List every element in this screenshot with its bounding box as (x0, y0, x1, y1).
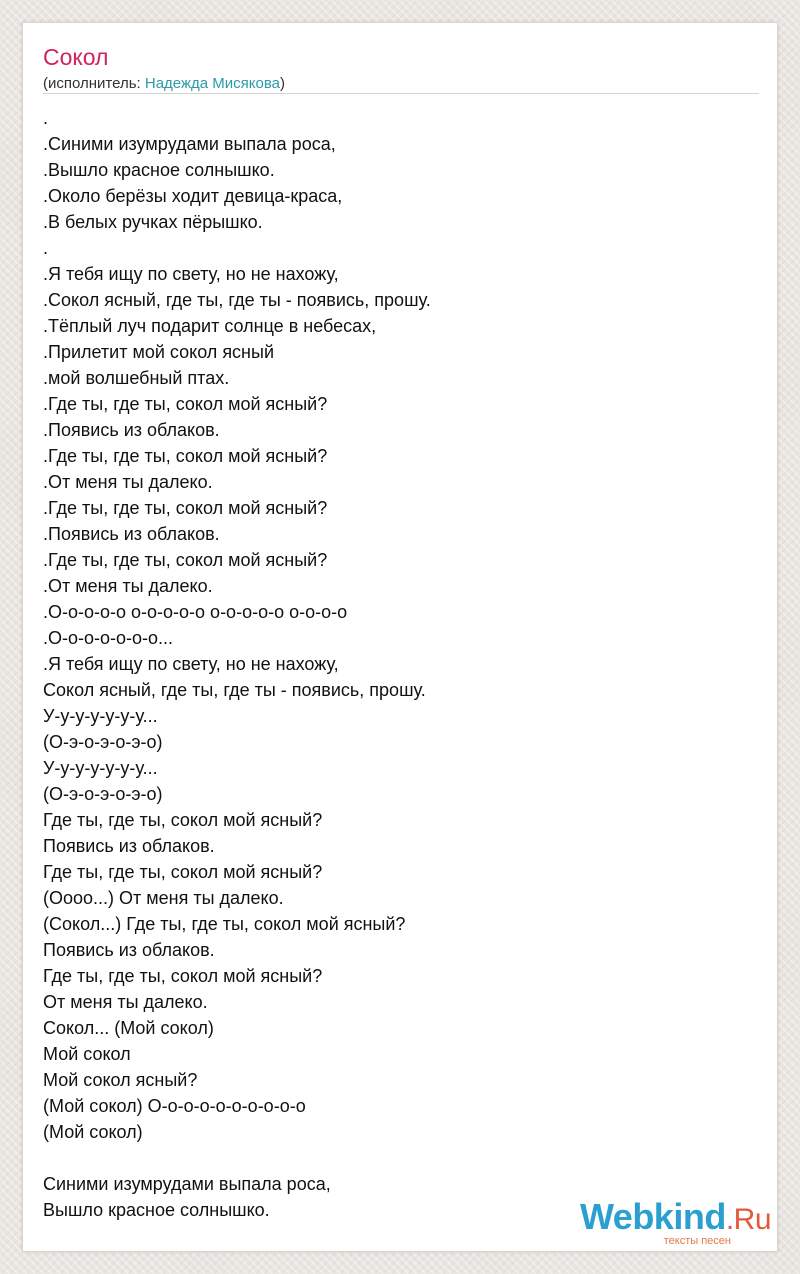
lyric-line: Мой сокол ясный? (43, 1070, 198, 1090)
lyric-line: .Прилетит мой сокол ясный (43, 342, 274, 362)
lyric-line: (О-э-о-э-о-э-о) (43, 732, 163, 752)
lyrics-text (43, 105, 759, 1223)
lyric-line: (Мой сокол) (43, 1122, 143, 1142)
lyric-line: У-у-у-у-у-у-у... (43, 706, 158, 726)
lyric-line: .В белых ручках пёрышко. (43, 212, 263, 232)
lyric-line: .мой волшебный птах. (43, 368, 230, 388)
lyric-line: Мой сокол (43, 1044, 131, 1064)
lyric-line (43, 1145, 759, 1171)
artist-link[interactable]: Надежда Мисякова (144, 75, 280, 92)
lyric-line: .Я тебя ищу по свету, но не нахожу, (43, 264, 339, 284)
lyric-line: Где ты, где ты, сокол мой ясный? (43, 810, 323, 830)
lyric-line: . (43, 238, 49, 258)
lyric-line: .Около берёзы ходит девица-краса, (43, 186, 343, 206)
lyric-line: .Сокол ясный, где ты, где ты - появись, прошу. (43, 290, 431, 310)
lyric-line: Сокол... (Мой сокол) (43, 1018, 214, 1038)
lyric-line: .О-о-о-о-о-о-о... (43, 628, 174, 648)
lyric-line: .Где ты, где ты, сокол мой ясный? (43, 394, 328, 414)
lyric-line: .Тёплый луч подарит солнце в небесах, (43, 316, 377, 336)
lyric-line: .Появись из облаков. (43, 524, 220, 544)
lyric-line: .Где ты, где ты, сокол мой ясный? (43, 446, 328, 466)
song-title: Сокол (43, 44, 109, 70)
artist-prefix: (исполнитель: (43, 75, 145, 92)
logo-tagline: тексты песен (663, 1235, 731, 1247)
lyric-line: У-у-у-у-у-у-у... (43, 758, 158, 778)
lyric-line: . (43, 108, 49, 128)
lyric-line: От меня ты далеко. (43, 992, 208, 1012)
lyric-line: .Где ты, где ты, сокол мой ясный? (43, 498, 328, 518)
lyric-line: .От меня ты далеко. (43, 576, 213, 596)
lyrics-card (22, 22, 778, 1252)
header-divider (43, 93, 759, 94)
lyric-line: Синими изумрудами выпала роса, (43, 1174, 331, 1194)
lyric-line: Появись из облаков. (43, 836, 215, 856)
lyric-line: (Сокол...) Где ты, где ты, сокол мой ясный? (43, 914, 406, 934)
lyric-line: .Где ты, где ты, сокол мой ясный? (43, 550, 328, 570)
lyric-line: Сокол ясный, где ты, где ты - появись, прошу. (43, 680, 426, 700)
lyric-line: .О-о-о-о-о о-о-о-о-о о-о-о-о-о о-о-о-о (43, 602, 348, 622)
lyric-line: (Мой сокол) О-о-о-о-о-о-о-о-о-о (43, 1096, 306, 1116)
artist-line (43, 75, 285, 93)
logo-brand: Webkind (579, 1196, 726, 1237)
lyric-line: Где ты, где ты, сокол мой ясный? (43, 862, 323, 882)
lyric-line: .Синими изумрудами выпала роса, (43, 134, 336, 154)
artist-suffix: ) (280, 75, 285, 92)
lyric-line: (Оооо...) От меня ты далеко. (43, 888, 284, 908)
lyric-line: .Вышло красное солнышко. (43, 160, 275, 180)
lyric-line: .От меня ты далеко. (43, 472, 213, 492)
lyric-line: Появись из облаков. (43, 940, 215, 960)
lyric-line: (О-э-о-э-о-э-о) (43, 784, 163, 804)
logo-wordmark (579, 1196, 771, 1238)
logo-tld: .Ru (725, 1203, 771, 1236)
lyric-line: Вышло красное солнышко. (43, 1200, 270, 1220)
lyric-line: .Я тебя ищу по свету, но не нахожу, (43, 654, 339, 674)
lyric-line: .Появись из облаков. (43, 420, 220, 440)
site-logo[interactable] (579, 1196, 771, 1247)
lyric-line: Где ты, где ты, сокол мой ясный? (43, 966, 323, 986)
